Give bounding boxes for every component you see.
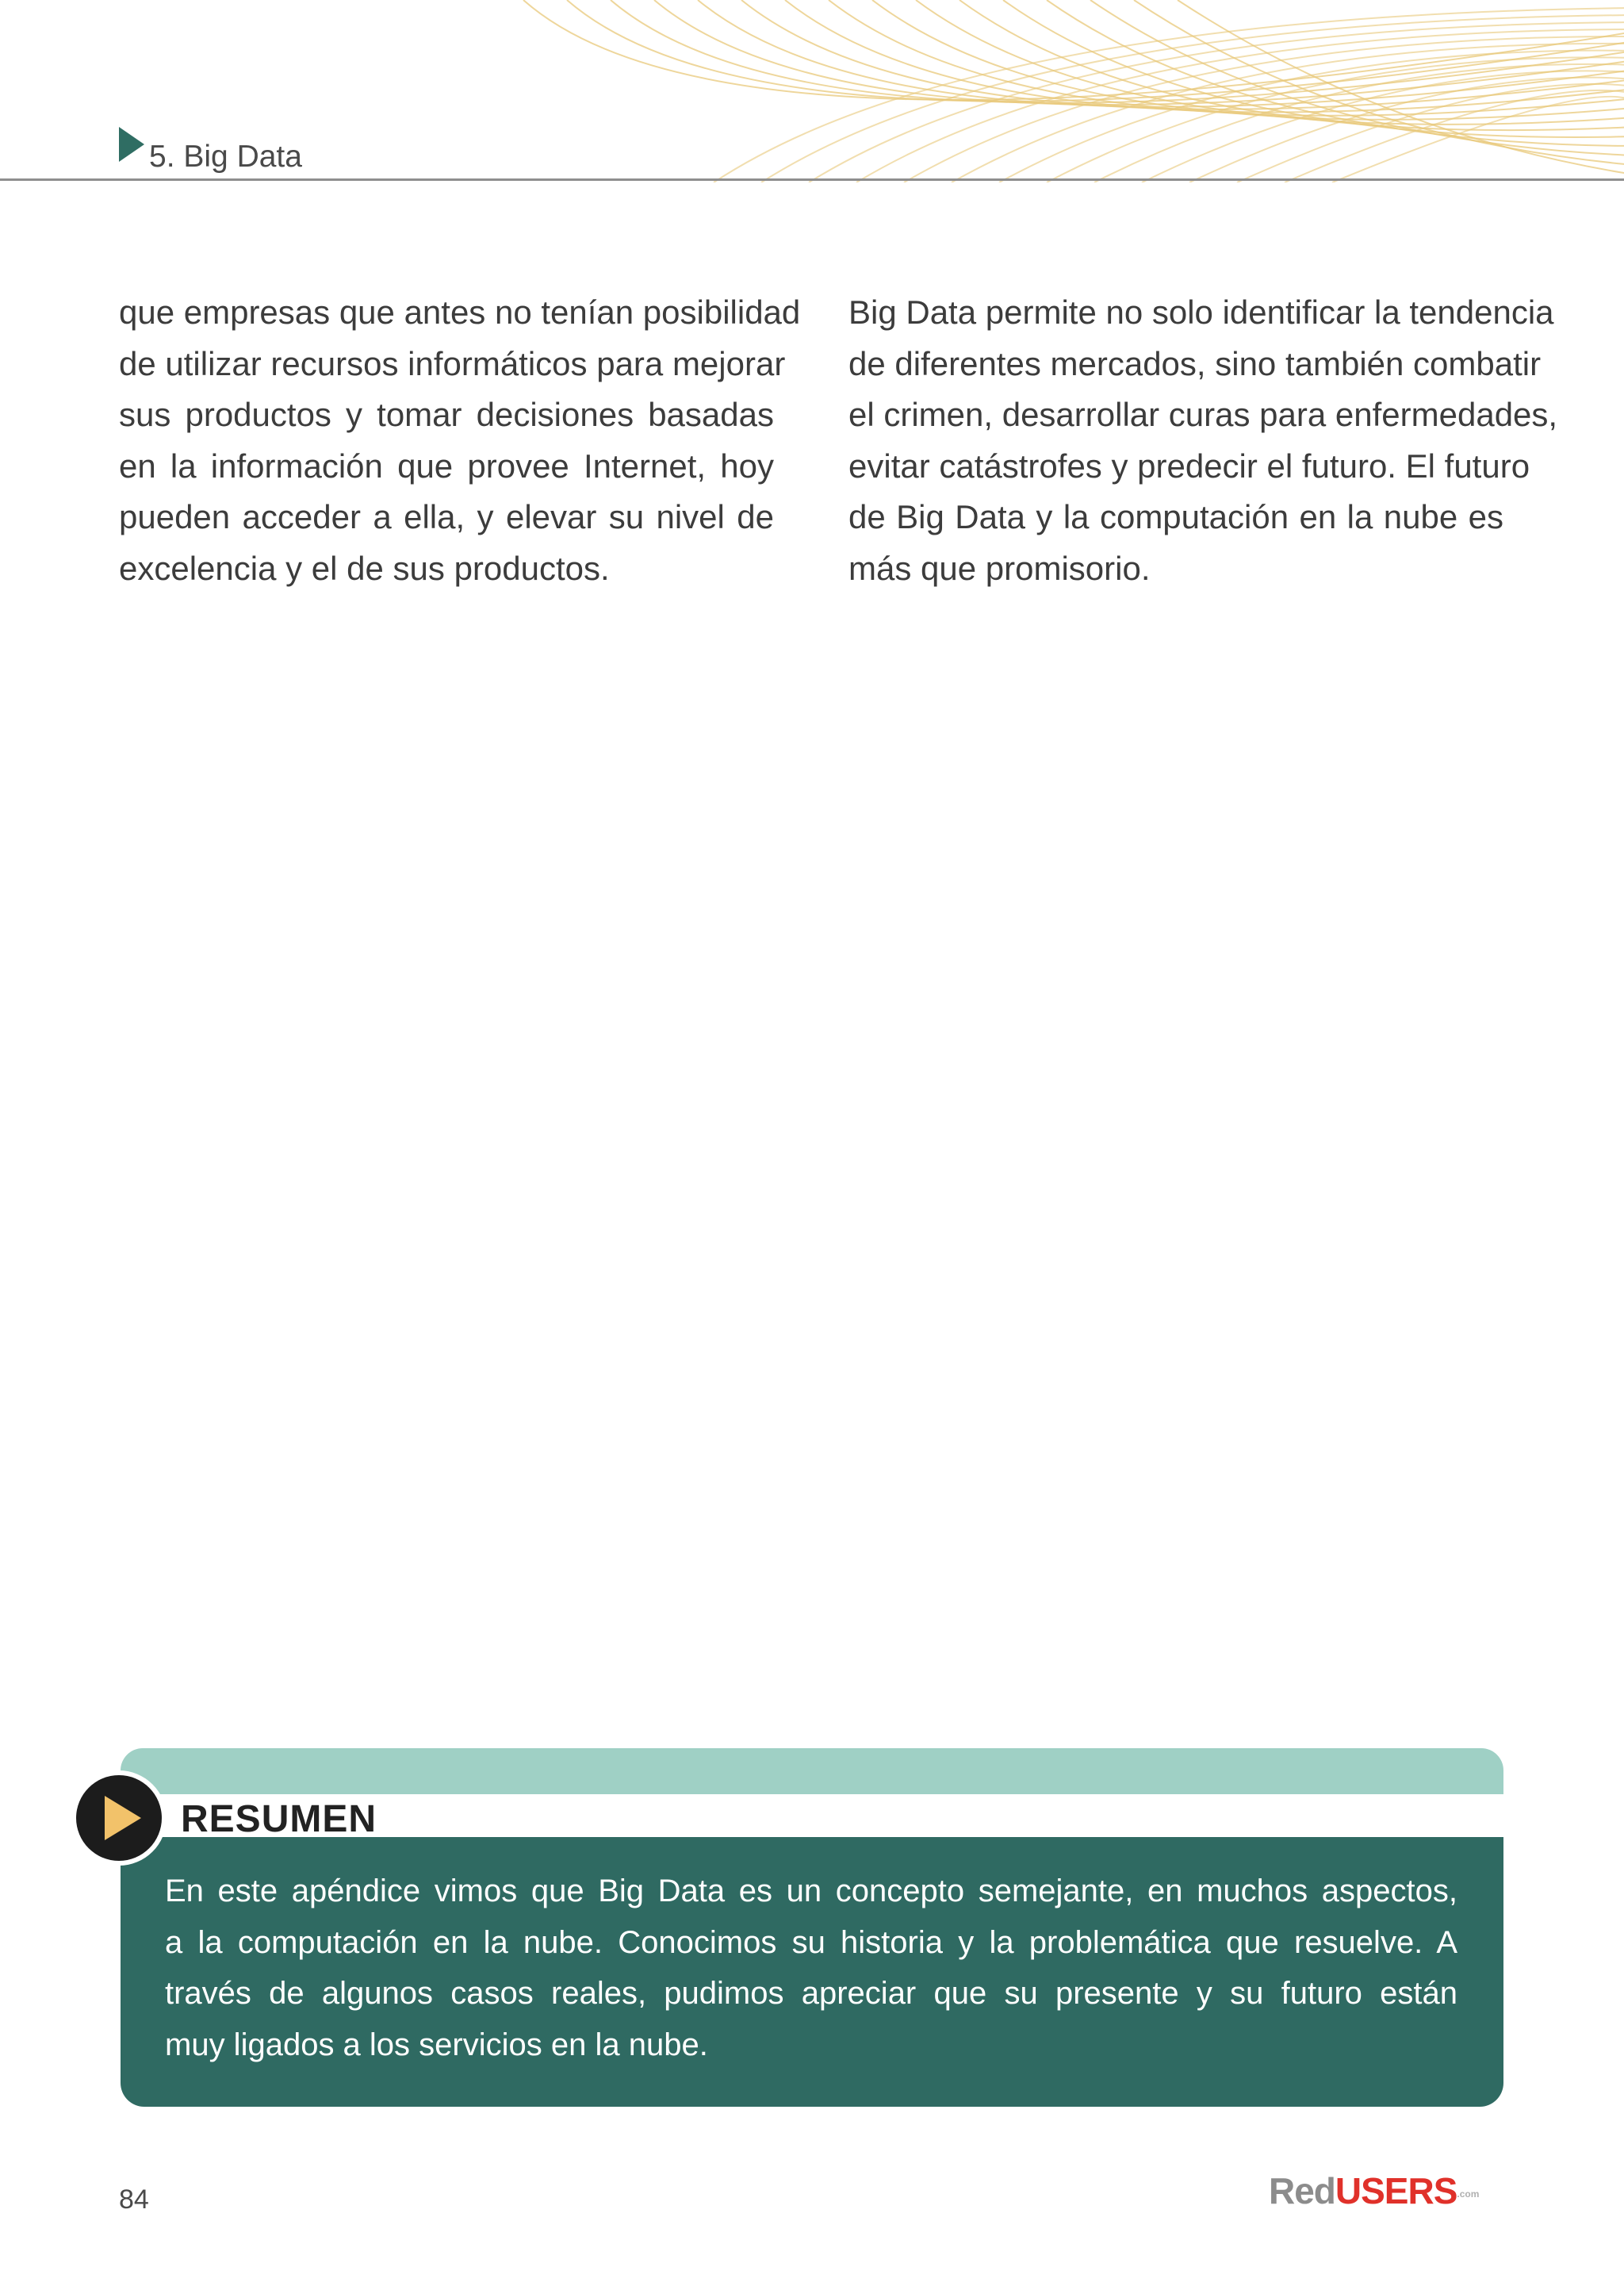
decorative-curve (1178, 0, 1624, 175)
decorative-curve (1003, 0, 1624, 137)
summary-line: través de algunos casos reales, pudimos apreciar que su presente y su futuro están (165, 1976, 1457, 2011)
brand-logo (1269, 2169, 1479, 2212)
right-text-column (848, 287, 1558, 594)
text-line: en la información que provee Internet, hoy (119, 447, 774, 485)
section-title: 5. Big Data (149, 140, 302, 174)
summary-title: RESUMEN (181, 1798, 377, 1840)
summary-box-top-band (121, 1748, 1503, 1794)
text-line: Big Data permite no solo identificar la tendencia (848, 293, 1554, 331)
header-play-triangle-icon (119, 127, 144, 162)
summary-line: a la computación en la nube. Conocimos su historia y la problemática que resuelve. A (165, 1924, 1457, 1960)
text-line: sus productos y tomar decisiones basadas (119, 396, 774, 433)
text-line: evitar catástrofes y predecir el futuro. El futuro (848, 447, 1530, 485)
summary-line: En este apéndice vimos que Big Data es un concepto semejante, en muchos aspectos, (165, 1874, 1457, 1908)
text-line: el crimen, desarrollar curas para enfermedades, (848, 396, 1558, 433)
brand-logo-red: Red (1269, 2170, 1335, 2211)
text-line: que empresas que antes no tenían posibilidad (119, 293, 801, 331)
brand-logo-users: USERS (1335, 2170, 1457, 2211)
decorative-curve (523, 0, 1624, 100)
play-triangle-icon (105, 1796, 141, 1840)
text-line: más que promisorio. (848, 549, 1151, 587)
text-line: pueden acceder a ella, y elevar su nivel de (119, 498, 774, 535)
text-line: de Big Data y la computación en la nube es (848, 498, 1503, 535)
text-line: de diferentes mercados, sino también combatir (848, 344, 1542, 382)
summary-text (165, 1866, 1457, 2070)
header-divider (0, 178, 1624, 181)
text-line: de utilizar recursos informáticos para mejorar (119, 344, 786, 382)
page-number: 84 (119, 2184, 149, 2215)
text-line: excelencia y el de sus productos. (119, 549, 610, 587)
summary-line: muy ligados a los servicios en la nube. (165, 2027, 708, 2062)
brand-logo-suffix: .com (1457, 2188, 1480, 2200)
left-text-column (119, 287, 801, 594)
